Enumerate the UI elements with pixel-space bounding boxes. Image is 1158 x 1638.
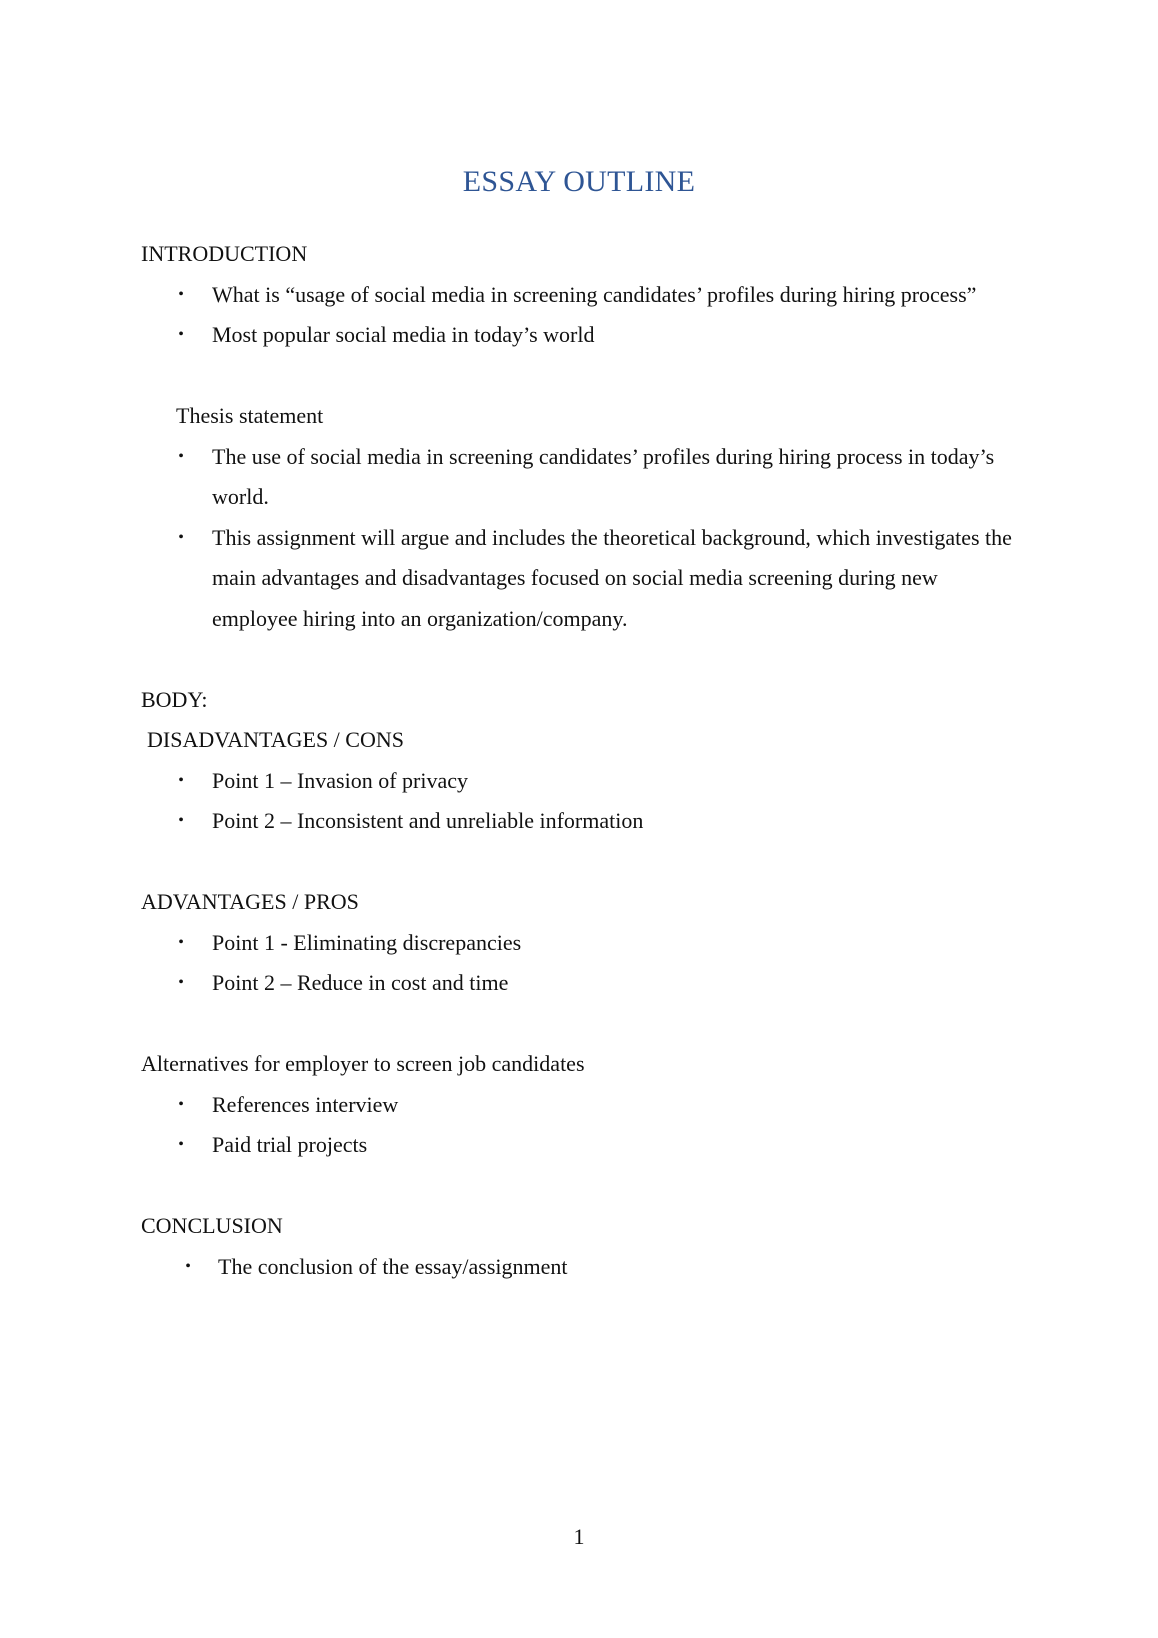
list-item bbox=[141, 315, 1021, 356]
bullet-icon: • bbox=[178, 812, 184, 829]
bullet-icon: • bbox=[178, 974, 184, 991]
spacer bbox=[141, 842, 1021, 883]
list-item-text: Point 1 – Invasion of privacy bbox=[212, 767, 469, 793]
list-item bbox=[141, 761, 1021, 802]
body-heading: BODY: bbox=[141, 686, 208, 712]
list-item bbox=[141, 963, 1021, 1004]
list-item-text: The use of social media in screening candidates’ profiles during hiring process in today’s world. bbox=[212, 443, 995, 509]
list-item-text: This assignment will argue and includes the theoretical background, which investigates the main advantages and disadvantages focused on social media screening during new employee hiring into an organization/company. bbox=[212, 524, 1012, 631]
thesis-heading: Thesis statement bbox=[176, 403, 324, 428]
bullet-icon: • bbox=[178, 285, 184, 303]
introduction-heading: INTRODUCTION bbox=[141, 241, 308, 266]
bullet-icon: • bbox=[185, 1257, 191, 1275]
alternatives-list bbox=[141, 1085, 1021, 1166]
advantages-heading: ADVANTAGES / PROS bbox=[141, 889, 359, 914]
list-item-text: Paid trial projects bbox=[212, 1132, 368, 1157]
conclusion-list bbox=[141, 1247, 1021, 1288]
bullet-icon: • bbox=[178, 447, 184, 465]
spacer bbox=[141, 356, 1021, 397]
list-item-text: The conclusion of the essay/assignment bbox=[218, 1253, 568, 1279]
list-item-text: References interview bbox=[212, 1091, 399, 1117]
list-item bbox=[141, 1247, 1021, 1288]
list-item-text: Point 2 – Reduce in cost and time bbox=[212, 970, 509, 995]
list-item bbox=[141, 923, 1021, 964]
list-item-text: What is “usage of social media in screening candidates’ profiles during hiring process” bbox=[212, 281, 977, 307]
alternatives-heading: Alternatives for employer to screen job candidates bbox=[141, 1051, 585, 1076]
list-item-text: Point 2 – Inconsistent and unreliable information bbox=[212, 808, 644, 833]
disadvantages-list bbox=[141, 761, 1021, 842]
advantages-list bbox=[141, 923, 1021, 1004]
list-item bbox=[141, 275, 1021, 316]
list-item bbox=[141, 518, 1021, 640]
spacer bbox=[141, 639, 1021, 680]
list-item-text: Point 1 - Eliminating discrepancies bbox=[212, 929, 522, 955]
bullet-icon: • bbox=[178, 1095, 184, 1113]
page-title: ESSAY OUTLINE bbox=[462, 165, 696, 198]
bullet-icon: • bbox=[178, 528, 184, 546]
page-number: 1 bbox=[573, 1524, 585, 1549]
conclusion-heading: CONCLUSION bbox=[141, 1213, 283, 1238]
document-body bbox=[141, 234, 1021, 1287]
list-item bbox=[141, 1085, 1021, 1126]
list-item bbox=[141, 437, 1021, 518]
spacer bbox=[141, 1166, 1021, 1207]
disadvantages-heading: DISADVANTAGES / CONS bbox=[147, 727, 404, 752]
list-item bbox=[141, 1125, 1021, 1166]
bullet-icon: • bbox=[178, 326, 184, 343]
bullet-icon: • bbox=[178, 933, 184, 951]
introduction-list bbox=[141, 275, 1021, 356]
spacer bbox=[141, 1004, 1021, 1045]
list-item-text: Most popular social media in today’s world bbox=[212, 322, 595, 347]
bullet-icon: • bbox=[178, 771, 184, 789]
thesis-list bbox=[141, 437, 1021, 640]
list-item bbox=[141, 801, 1021, 842]
bullet-icon: • bbox=[178, 1136, 184, 1153]
